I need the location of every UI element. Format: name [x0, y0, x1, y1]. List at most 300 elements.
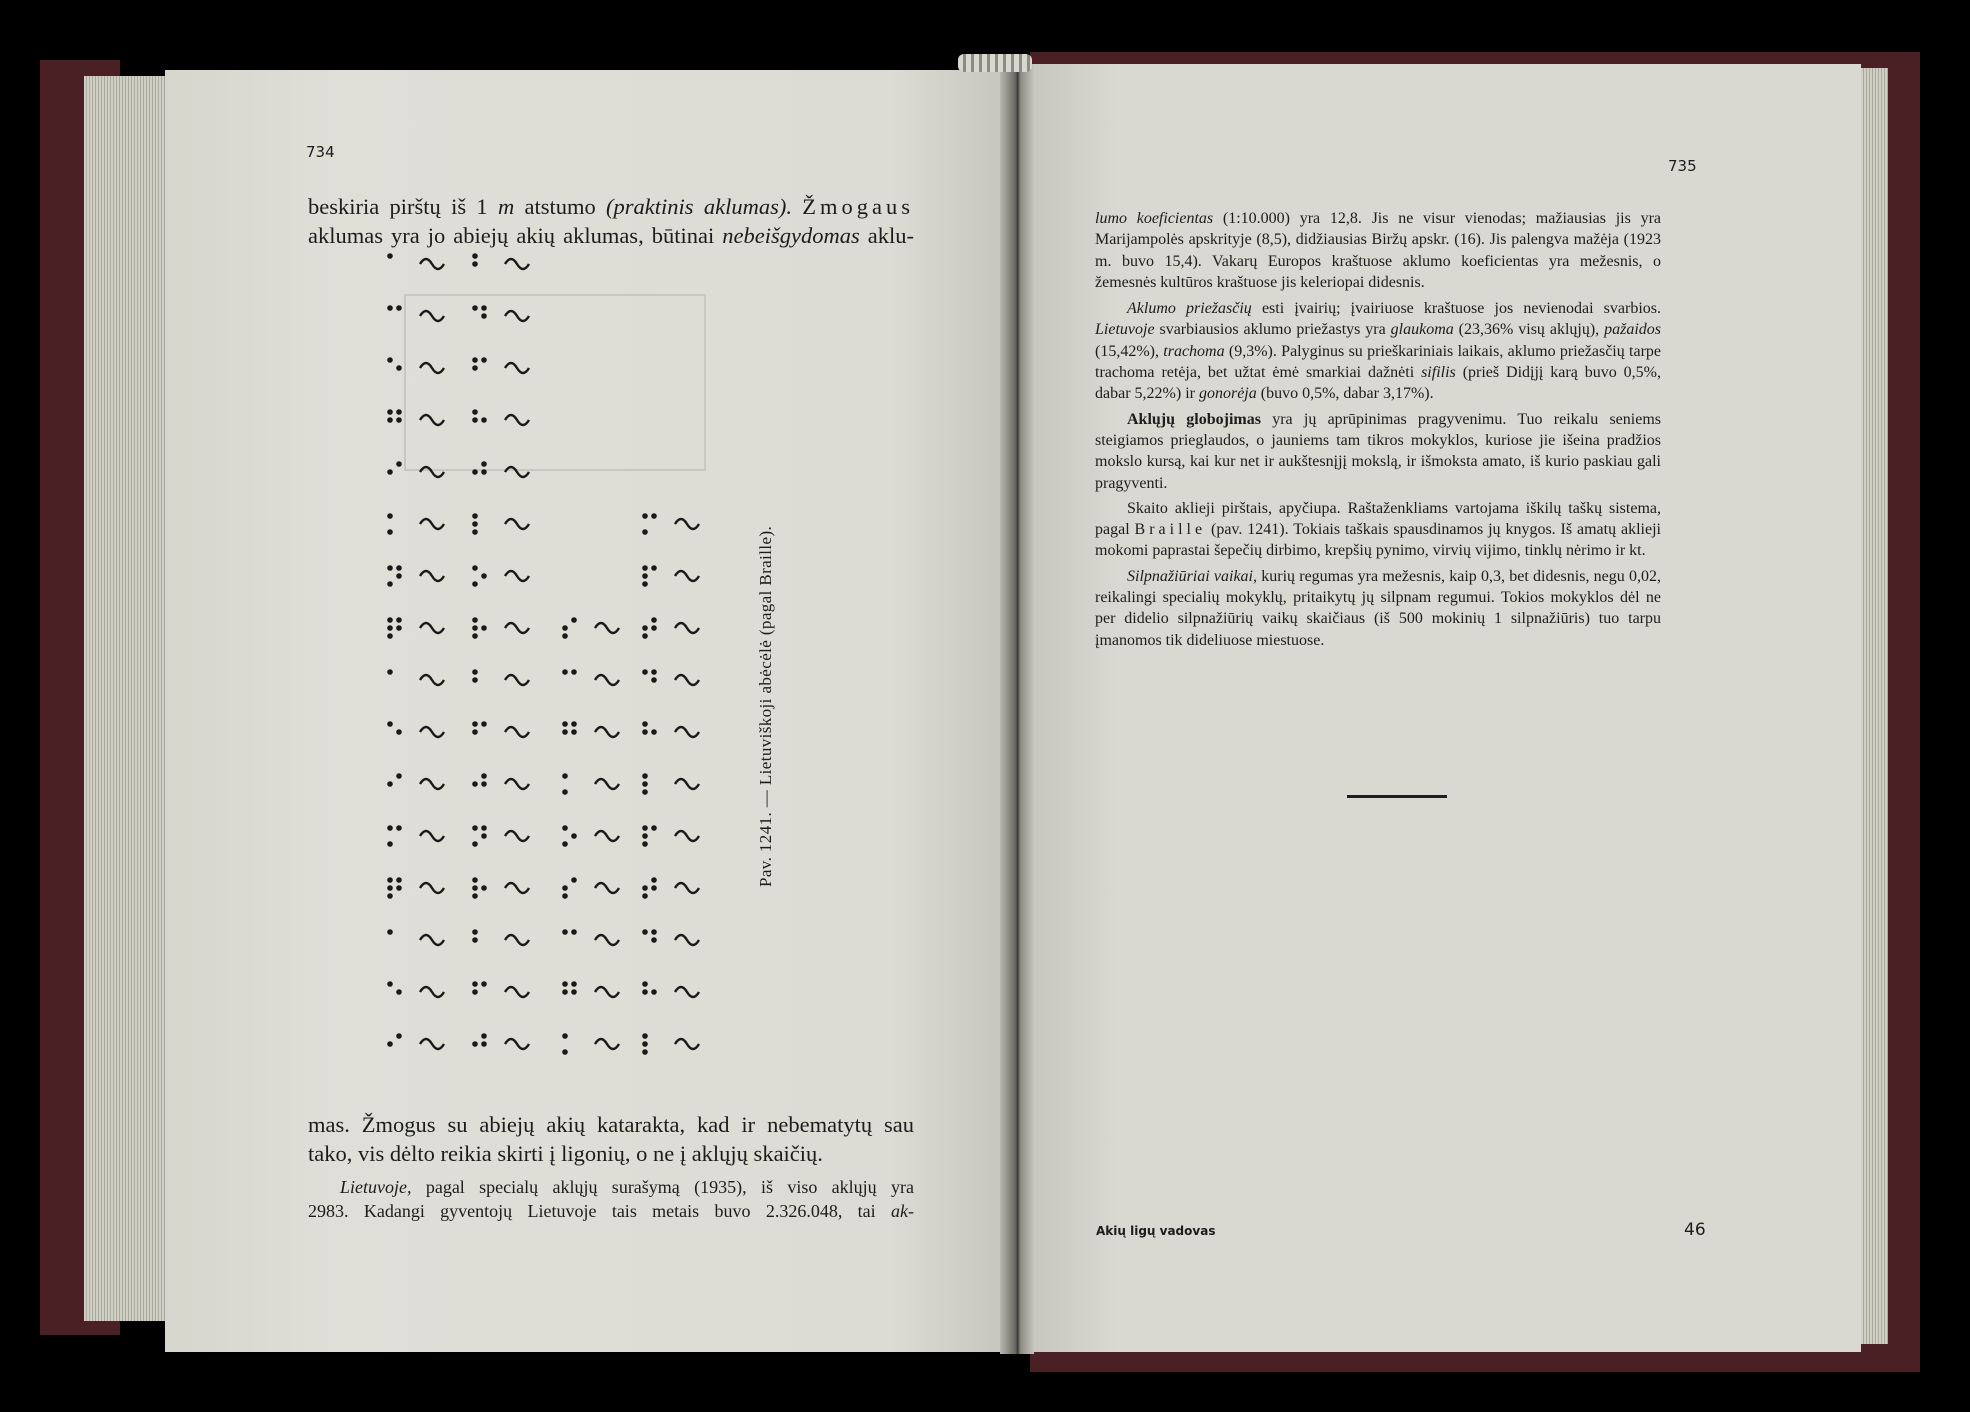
braille-cell: [472, 565, 529, 587]
braille-cell: [472, 929, 529, 945]
braille-dot: [472, 885, 478, 891]
braille-dot: [472, 261, 478, 267]
braille-dot: [472, 469, 478, 475]
text-run: Skaito aklieji pirštais, apyčiupa. Raštaženkliams vartojama iškilų taškų sistema, pagal: [1095, 499, 1661, 539]
right-paragraph-5: [1095, 566, 1661, 651]
braille-letter-glyph: [420, 883, 444, 893]
braille-letter-glyph: [420, 467, 444, 477]
braille-dot: [651, 825, 657, 831]
braille-letter-glyph: [675, 935, 699, 945]
braille-dot: [481, 1041, 487, 1047]
braille-dot: [472, 581, 478, 587]
section-rule: [1347, 795, 1447, 798]
braille-letter-glyph: [595, 935, 619, 945]
braille-letter-glyph: [505, 311, 529, 321]
braille-letter-glyph: [595, 727, 619, 737]
braille-cell: [387, 565, 444, 587]
footer-book-title: Akių ligų vadovas: [1096, 1224, 1216, 1238]
text-run: aklumas yra jo abiejų akių aklumas, būtinai: [308, 223, 723, 248]
braille-cell: [642, 565, 699, 587]
braille-dot: [396, 409, 402, 415]
braille-dot: [396, 825, 402, 831]
text-run: (pav. 1241). Tokiais taškais spausdinamos jų knygos. Iš amatų aklieji mokomi paprastai šepečių dirbimo, krepšių pynimo, virvių vijimo, tinklų nėrimo ir kt.: [1095, 521, 1661, 560]
braille-letter-glyph: [505, 727, 529, 737]
braille-dot: [387, 669, 393, 675]
braille-dot: [472, 417, 478, 423]
braille-dot: [642, 885, 648, 891]
braille-dot: [472, 365, 478, 371]
text-run: svarbiausios aklumo priežastys yra: [1154, 321, 1391, 339]
braille-dot: [562, 789, 568, 795]
braille-dot: [472, 937, 478, 943]
braille-letter-glyph: [420, 571, 444, 581]
braille-dot: [642, 513, 648, 519]
braille-cell: [642, 617, 699, 639]
right-paragraph-2: [1095, 298, 1661, 404]
braille-dot: [472, 529, 478, 535]
braille-dot: [651, 937, 657, 943]
braille-letter-glyph: [595, 883, 619, 893]
braille-dot: [396, 729, 402, 735]
page-edges-left: [84, 76, 170, 1321]
braille-dot: [472, 677, 478, 683]
braille-dot: [642, 893, 648, 899]
braille-dot: [387, 625, 393, 631]
braille-dot: [562, 981, 568, 987]
braille-letter-glyph: [505, 259, 529, 269]
left-p3-line2: [308, 1199, 914, 1223]
page-edges-right: [1858, 68, 1888, 1344]
braille-dot: [571, 721, 577, 727]
braille-dot: [387, 409, 393, 415]
braille-dot: [387, 841, 393, 847]
braille-dot: [562, 669, 568, 675]
text-run: atstumo: [514, 194, 607, 219]
braille-letter-glyph: [505, 675, 529, 685]
book-headband: [958, 54, 1032, 72]
braille-dot: [387, 893, 393, 899]
braille-letter-glyph: [595, 675, 619, 685]
braille-dot: [396, 417, 402, 423]
braille-dot: [642, 981, 648, 987]
braille-dot: [642, 781, 648, 787]
book-gutter: [1000, 64, 1034, 1354]
braille-dot: [562, 929, 568, 935]
braille-dot: [562, 841, 568, 847]
braille-dot: [472, 929, 478, 935]
braille-dot: [387, 721, 393, 727]
braille-cell: [387, 253, 444, 269]
braille-dot: [387, 929, 393, 935]
braille-dot: [396, 573, 402, 579]
braille-dot: [571, 669, 577, 675]
braille-dot: [472, 565, 478, 571]
text-run: pagal specialų aklųjų surašymą (1935), iš viso aklųjų yra: [411, 1177, 914, 1197]
braille-letter-glyph: [420, 363, 444, 373]
braille-cell: [472, 877, 529, 899]
braille-letter-glyph: [675, 519, 699, 529]
braille-letter-glyph: [505, 623, 529, 633]
braille-dot: [651, 677, 657, 683]
braille-dot: [651, 617, 657, 623]
braille-dot: [472, 825, 478, 831]
text-run: (prieš Didįjį karą buvo 0,5%, dabar 5,22%) ir: [1095, 364, 1661, 403]
left-paragraph-2: [308, 1110, 914, 1168]
text-run: 2983. Kadangi gyventojų Lietuvoje tais metais buvo 2.326.048, tai: [308, 1201, 892, 1221]
braille-cell: [387, 721, 444, 737]
braille-letter-glyph: [505, 415, 529, 425]
right-paragraph-3: [1095, 409, 1661, 494]
braille-dot: [481, 721, 487, 727]
braille-cell: [472, 617, 529, 639]
braille-letter-glyph: [675, 1039, 699, 1049]
braille-dot: [481, 469, 487, 475]
braille-letter-glyph: [420, 779, 444, 789]
braille-dot: [642, 833, 648, 839]
braille-dot: [481, 781, 487, 787]
braille-dot: [562, 825, 568, 831]
braille-dot: [481, 885, 487, 891]
braille-letter-glyph: [505, 1039, 529, 1049]
braille-dot: [651, 885, 657, 891]
braille-cell: [387, 773, 444, 789]
braille-dot: [472, 893, 478, 899]
braille-dot: [481, 833, 487, 839]
braille-dot: [651, 877, 657, 883]
braille-dot: [642, 841, 648, 847]
braille-dot: [396, 989, 402, 995]
braille-cell: [387, 981, 444, 997]
braille-letter-glyph: [505, 935, 529, 945]
braille-dot: [472, 633, 478, 639]
braille-letter-glyph: [420, 987, 444, 997]
text-run: (9,3%). Palyginus su prieškariniais laikais, aklumo priežasčių tarpe trachoma retėja, bet užtat ėmė smarkiai dažnėti: [1095, 342, 1662, 382]
braille-dot: [562, 1049, 568, 1055]
braille-letter-glyph: [420, 259, 444, 269]
braille-dot: [387, 877, 393, 883]
braille-cell: [642, 513, 699, 535]
braille-dot: [642, 625, 648, 631]
text-run: yra jų aprūpinimas pragyvenimu. Tuo reikalu seniems steigiamos prieglaudos, o jauniems tam tikros mokyklos, kuriose jie išeina pradžios mokslo kursą, kai kur net ir aukštesnįjį mokslą, ir išmoksta amato, iš kurio paskiau gali pragyventi.: [1095, 410, 1661, 492]
braille-dot: [562, 625, 568, 631]
braille-dot: [472, 625, 478, 631]
braille-dot: [481, 625, 487, 631]
braille-dot: [481, 305, 487, 311]
braille-letter-glyph: [420, 311, 444, 321]
braille-cell: [562, 825, 619, 847]
braille-dot: [472, 981, 478, 987]
braille-dot: [571, 877, 577, 883]
braille-cell: [472, 669, 529, 685]
braille-dot: [642, 989, 648, 995]
braille-dot: [387, 981, 393, 987]
braille-dot: [481, 825, 487, 831]
braille-cell: [642, 1033, 699, 1055]
text-run-italic: nebeišgydomas: [722, 223, 860, 248]
braille-dot: [481, 773, 487, 779]
right-paragraph-4: [1095, 498, 1661, 562]
braille-dot: [387, 529, 393, 535]
braille-cell: [472, 1033, 529, 1049]
braille-dot: [396, 365, 402, 371]
text-run-italic: Lietuvoje: [1095, 321, 1155, 339]
braille-letter-glyph: [675, 675, 699, 685]
braille-dot: [562, 633, 568, 639]
braille-cell: [387, 669, 444, 685]
braille-dot: [396, 305, 402, 311]
braille-alphabet-figure: [380, 240, 740, 1120]
text-run-italic: gonorėja: [1198, 385, 1257, 403]
show-through-frame: [405, 295, 705, 470]
braille-letter-glyph: [420, 935, 444, 945]
text-run: esti įvairių; įvairiuose kraštuose jos nevienodai svarbios.: [1251, 300, 1661, 318]
braille-dot: [387, 253, 393, 259]
braille-cell: [642, 721, 699, 737]
braille-dot: [472, 781, 478, 787]
braille-dot: [396, 773, 402, 779]
left-p3-line1: [308, 1175, 914, 1199]
text-run-italic: (praktinis aklumas).: [606, 194, 792, 219]
braille-cell: [472, 721, 529, 737]
braille-dot: [642, 633, 648, 639]
braille-dot: [642, 565, 648, 571]
text-run-spaced: Žmogaus: [802, 194, 915, 219]
braille-dot: [642, 1049, 648, 1055]
braille-cell: [642, 669, 699, 685]
braille-dot: [642, 825, 648, 831]
braille-cell: [562, 981, 619, 997]
braille-dot: [387, 885, 393, 891]
left-p2-line2: tako, vis dėlto reikia skirti į ligonių, o ne į aklųjų skaičių.: [308, 1141, 823, 1166]
braille-cell: [562, 929, 619, 945]
text-run-italic: Lietuvoje,: [340, 1177, 412, 1197]
braille-dot: [396, 461, 402, 467]
braille-cell: [387, 357, 444, 373]
braille-cell: [472, 773, 529, 789]
braille-dot: [642, 529, 648, 535]
text-run: (buvo 0,5%, dabar 3,17%).: [1256, 385, 1434, 403]
text-run: kurių regumas yra mežesnis, kaip 0,3, bet didesnis, negu 0,02, reikalingi specialių mokyklų, pritaikytų jų silpnam regumui. Tokios mokyklos dėl ne per didelio silpnažiūrių vaikų skaičiaus (iš 500 mokinių 1 silpnažiūris) tuo tarpu įmanomos tik dideliuose miestuose.: [1095, 567, 1661, 649]
braille-cell: [562, 721, 619, 737]
braille-letter-glyph: [675, 571, 699, 581]
braille-dot: [387, 417, 393, 423]
braille-cell: [387, 617, 444, 639]
braille-cell: [387, 929, 444, 945]
text-run-italic: trachoma: [1163, 342, 1225, 360]
braille-dot: [481, 313, 487, 319]
braille-letter-glyph: [505, 779, 529, 789]
braille-dot: [651, 513, 657, 519]
braille-dot: [472, 409, 478, 415]
braille-cell: [472, 981, 529, 997]
braille-dot: [387, 617, 393, 623]
braille-dot: [472, 877, 478, 883]
braille-cell: [387, 409, 444, 425]
braille-letter-glyph: [420, 727, 444, 737]
braille-dot: [472, 521, 478, 527]
braille-letter-glyph: [675, 623, 699, 633]
braille-cell: [472, 253, 529, 269]
braille-dot: [562, 893, 568, 899]
braille-dot: [387, 781, 393, 787]
braille-dot: [396, 617, 402, 623]
braille-dot: [472, 617, 478, 623]
braille-dot: [396, 1033, 402, 1039]
braille-letter-glyph: [595, 831, 619, 841]
braille-dot: [472, 721, 478, 727]
braille-letter-glyph: [595, 1039, 619, 1049]
braille-dot: [472, 513, 478, 519]
left-p1-line1: [308, 192, 914, 221]
left-page-number: 734: [306, 143, 335, 161]
braille-dot: [562, 1033, 568, 1039]
braille-dot: [642, 929, 648, 935]
braille-dot: [651, 729, 657, 735]
braille-dot: [571, 833, 577, 839]
braille-dot: [481, 573, 487, 579]
text-run-italic: ak-: [891, 1201, 914, 1221]
braille-cell: [472, 513, 529, 535]
braille-cell: [562, 669, 619, 685]
braille-dot: [472, 253, 478, 259]
braille-cell: [562, 617, 619, 639]
braille-cell: [562, 773, 619, 795]
braille-cell: [472, 305, 529, 321]
braille-letter-glyph: [595, 987, 619, 997]
braille-cell: [387, 877, 444, 899]
braille-dot: [642, 721, 648, 727]
braille-letter-glyph: [420, 675, 444, 685]
text-run-italic: m: [497, 194, 515, 219]
braille-dot: [642, 1041, 648, 1047]
braille-letter-glyph: [505, 987, 529, 997]
braille-cell: [642, 773, 699, 795]
braille-letter-glyph: [420, 415, 444, 425]
braille-dot: [642, 581, 648, 587]
braille-cell: [562, 877, 619, 899]
braille-cell: [472, 357, 529, 373]
braille-letter-glyph: [675, 883, 699, 893]
braille-cell: [387, 825, 444, 847]
braille-dot: [562, 773, 568, 779]
braille-dot: [642, 573, 648, 579]
braille-cell: [642, 929, 699, 945]
braille-letter-glyph: [505, 571, 529, 581]
right-text-block: [1095, 208, 1661, 651]
text-run-italic: pažaidos: [1604, 321, 1662, 339]
braille-dot: [571, 981, 577, 987]
left-paragraph-3: [308, 1175, 914, 1223]
braille-dot: [651, 625, 657, 631]
braille-cell: [472, 825, 529, 847]
braille-letter-glyph: [505, 467, 529, 477]
signature-number: 46: [1684, 1220, 1706, 1240]
braille-dot: [396, 885, 402, 891]
braille-letter-glyph: [505, 831, 529, 841]
braille-letter-glyph: [505, 519, 529, 529]
braille-letter-glyph: [675, 987, 699, 997]
braille-cell: [387, 305, 444, 321]
braille-cell: [387, 513, 444, 535]
braille-dot: [571, 617, 577, 623]
braille-dot: [387, 633, 393, 639]
text-run: (23,36% visų aklųjų),: [1453, 321, 1605, 339]
braille-dot: [642, 729, 648, 735]
braille-letter-glyph: [595, 623, 619, 633]
text-run: aklu-: [859, 223, 914, 248]
braille-letter-glyph: [595, 779, 619, 789]
braille-letter-glyph: [420, 1039, 444, 1049]
braille-dot: [562, 729, 568, 735]
text-run-spaced: Braille: [1134, 521, 1207, 539]
braille-dot: [396, 625, 402, 631]
text-run-bold: Aklųjų globojimas: [1127, 410, 1261, 428]
braille-dot: [481, 357, 487, 363]
braille-dot: [472, 305, 478, 311]
braille-dot: [562, 721, 568, 727]
braille-dot: [651, 929, 657, 935]
braille-dot: [481, 417, 487, 423]
braille-dot: [651, 565, 657, 571]
braille-dot: [472, 841, 478, 847]
braille-dot: [472, 669, 478, 675]
braille-dot: [642, 669, 648, 675]
braille-dot: [396, 877, 402, 883]
braille-cell: [642, 825, 699, 847]
braille-dot: [571, 729, 577, 735]
braille-dot: [642, 789, 648, 795]
right-paragraph-1: [1095, 208, 1661, 293]
braille-cell: [387, 1033, 444, 1049]
braille-cell: [642, 877, 699, 899]
text-run-italic: glaukoma: [1390, 321, 1454, 339]
braille-dot: [387, 1041, 393, 1047]
braille-dot: [387, 825, 393, 831]
text-run-italic: Silpnažiūriai vaikai,: [1127, 567, 1258, 585]
braille-dot: [642, 1033, 648, 1039]
braille-letter-glyph: [505, 363, 529, 373]
braille-dot: [472, 357, 478, 363]
text-run-italic: Aklumo priežasčių: [1127, 300, 1252, 318]
braille-letter-glyph: [675, 727, 699, 737]
braille-dot: [651, 669, 657, 675]
braille-dot: [651, 989, 657, 995]
braille-letter-glyph: [675, 779, 699, 789]
braille-dot: [387, 305, 393, 311]
braille-dot: [562, 885, 568, 891]
braille-dot: [387, 469, 393, 475]
braille-dot: [481, 1033, 487, 1039]
text-run-italic: lumo koeficientas: [1095, 210, 1214, 227]
text-run: (1:10.000) yra 12,8. Jis ne visur vienodas; mažiausias jis yra Marijampolės apskrityje (8,5), didžiausias Biržų apskr. (16). Jis palengva mažėja (1923 m. buvo 15,4). Vakarų Europos kraštuose aklumo koeficientas yra mežesnis, o žemesnės kultūros kraštuose jis keleriopai didesnis.: [1095, 210, 1661, 291]
braille-letter-glyph: [505, 883, 529, 893]
braille-dot: [387, 581, 393, 587]
braille-cell: [562, 1033, 619, 1055]
braille-dot: [387, 513, 393, 519]
braille-dot: [387, 357, 393, 363]
braille-dot: [472, 729, 478, 735]
text-run-italic: sifilis: [1421, 364, 1456, 382]
braille-letter-glyph: [420, 519, 444, 529]
braille-dot: [571, 929, 577, 935]
braille-dot: [562, 989, 568, 995]
braille-dot: [642, 773, 648, 779]
text-run: (15,42%),: [1095, 342, 1164, 360]
braille-letter-glyph: [420, 623, 444, 633]
braille-letter-glyph: [420, 831, 444, 841]
braille-dot: [472, 1041, 478, 1047]
text-run: beskiria pirštų iš 1: [308, 194, 498, 219]
